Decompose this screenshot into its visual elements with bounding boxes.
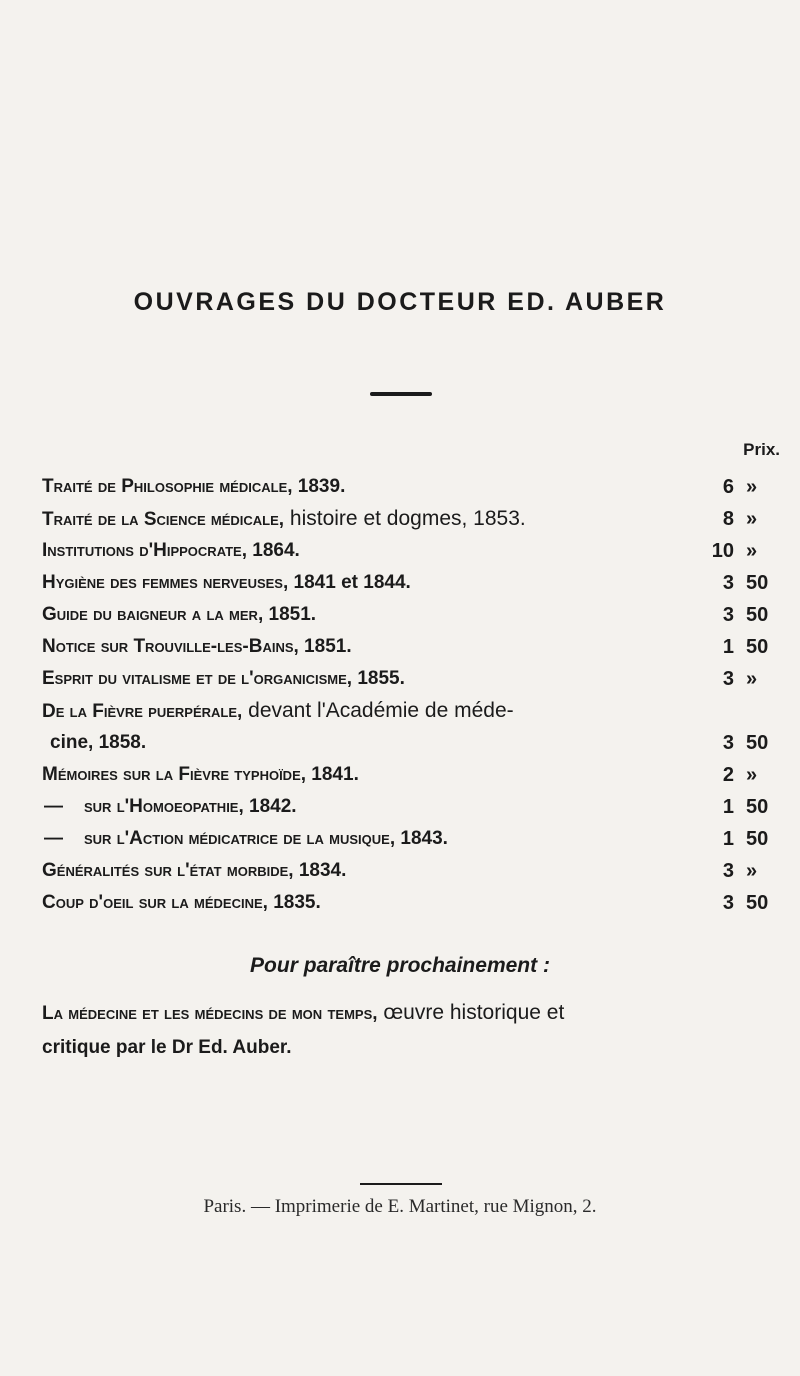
list-item: [42, 696, 792, 726]
price-cents: »: [746, 860, 758, 882]
list-item: [42, 728, 792, 758]
imprint-rule: [360, 1183, 442, 1185]
price-cents: 50: [746, 636, 769, 658]
list-item: [42, 568, 792, 598]
list-item: [42, 792, 792, 822]
work-title: Traité de Philosophie médicale, 1839.: [42, 476, 346, 497]
list-item: [42, 888, 792, 918]
price-cents: 50: [746, 732, 769, 754]
price-cents: 50: [746, 828, 769, 850]
work-title: Notice sur Trouville-les-Bains, 1851.: [42, 636, 352, 657]
price-francs: 1: [722, 828, 734, 850]
work-title: — sur l'Homoeopathie, 1842.: [42, 792, 297, 822]
price-cents: 50: [746, 796, 769, 818]
price-cents: 50: [746, 604, 769, 626]
forthcoming-line-1: La médecine et les médecins de mon temps, œuvre historique et: [42, 1001, 565, 1024]
work-title-continuation: cine, 1858.: [50, 732, 147, 753]
price-francs: 3: [722, 860, 734, 882]
forthcoming-heading: Pour paraître prochainement :: [250, 954, 550, 977]
work-title: Esprit du vitalisme et de l'organicisme, 1855.: [42, 668, 405, 689]
work-title: Institutions d'Hippocrate, 1864.: [42, 540, 300, 561]
page-title: OUVRAGES DU DOCTEUR ED. AUBER: [133, 288, 667, 316]
price-francs: 3: [722, 668, 734, 690]
price-francs: 3: [722, 892, 734, 914]
work-title: Mémoires sur la Fièvre typhoïde, 1841.: [42, 764, 359, 785]
list-item: [42, 760, 792, 790]
price-cents: »: [746, 508, 758, 530]
printer-imprint: Paris. — Imprimerie de E. Martinet, rue Mignon, 2.: [203, 1196, 597, 1217]
work-title: Hygiène des femmes nerveuses, 1841 et 1844.: [42, 572, 411, 593]
list-item: [42, 472, 792, 502]
price-cents: »: [746, 764, 758, 786]
work-title: Guide du baigneur a la mer, 1851.: [42, 604, 317, 625]
list-item: [42, 504, 792, 534]
list-item: [42, 536, 792, 566]
work-title: De la Fièvre puerpérale, devant l'Académie de méde-: [42, 699, 514, 722]
work-title: Coup d'oeil sur la médecine, 1835.: [42, 892, 321, 913]
price-francs: 3: [722, 604, 734, 626]
ditto-dash: —: [44, 796, 63, 817]
price-cents: 50: [746, 572, 769, 594]
price-francs: 3: [722, 572, 734, 594]
work-title: — sur l'Action médicatrice de la musique, 1843.: [42, 824, 448, 854]
price-column-header: Prix.: [743, 440, 780, 459]
forthcoming-line-2: critique par le Dr Ed. Auber.: [42, 1037, 292, 1058]
price-cents: »: [746, 540, 758, 562]
ditto-dash: —: [44, 828, 63, 849]
price-cents: 50: [746, 892, 769, 914]
price-francs: 2: [722, 764, 734, 786]
price-francs: 10: [711, 540, 734, 562]
work-title: Généralités sur l'état morbide, 1834.: [42, 860, 347, 881]
title-rule: [370, 392, 432, 396]
price-francs: 3: [722, 732, 734, 754]
forthcoming-work: [42, 996, 792, 1065]
price-francs: 1: [722, 796, 734, 818]
list-item: [42, 632, 792, 662]
price-francs: 1: [722, 636, 734, 658]
price-francs: 8: [722, 508, 734, 530]
work-title: Traité de la Science médicale, histoire et dogmes, 1853.: [42, 507, 526, 530]
price-francs: 6: [722, 476, 734, 498]
price-cents: »: [746, 668, 758, 690]
list-item: [42, 856, 792, 886]
price-cents: »: [746, 476, 758, 498]
list-item: [42, 664, 792, 694]
list-item: [42, 600, 792, 630]
list-item: [42, 824, 792, 854]
